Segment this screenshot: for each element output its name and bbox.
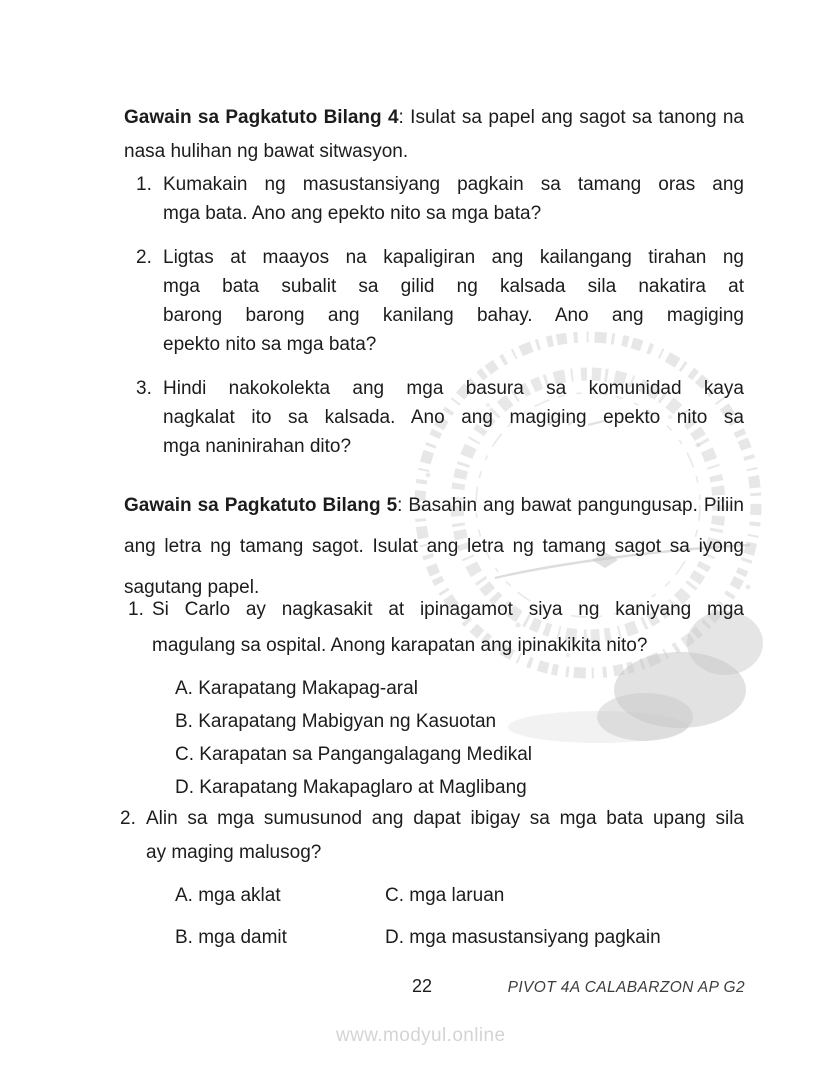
question-1-text xyxy=(124,592,744,664)
page-number: 22 xyxy=(412,976,433,996)
gawain-5-heading-line-1 xyxy=(124,485,744,526)
item-text-line: mga bata subalit sa gilid ng kalsada sila nakatira at xyxy=(163,276,744,297)
list-item xyxy=(124,374,744,461)
question-2 xyxy=(120,802,744,950)
gawain-4-heading-line-2: nasa hulihan ng bawat sitwasyon. xyxy=(124,141,409,162)
edition-label: PIVOT 4A CALABARZON AP G2 xyxy=(507,979,745,996)
list-item xyxy=(124,170,744,228)
item-text-line: barong barong ang kanilang bahay. Ano ang magiging xyxy=(163,305,744,326)
question-text-line: ay maging malusog? xyxy=(146,842,322,863)
item-number: 1. xyxy=(136,174,152,195)
gawain-4-heading-line-1 xyxy=(124,101,744,135)
list-item xyxy=(124,243,744,359)
question-number: 1. xyxy=(128,599,144,620)
choice-c: C. Karapatan sa Pangangalagang Medikal xyxy=(175,744,533,765)
gawain-5-title: Gawain sa Pagkatuto Bilang 5 xyxy=(124,495,398,516)
item-number: 3. xyxy=(136,378,152,399)
choice-b: B. Karapatang Mabigyan ng Kasuotan xyxy=(175,711,497,732)
item-text-line: mga bata. Ano ang epekto nito sa mga bata? xyxy=(163,203,542,224)
item-text-line: mga naninirahan dito? xyxy=(163,436,352,457)
gawain-4-instruction: : Isulat sa papel ang sagot sa tanong na xyxy=(398,107,744,128)
choice-d: D. Karapatang Makapaglaro at Maglibang xyxy=(175,777,527,798)
gawain-4-heading xyxy=(124,101,744,169)
gawain-5-heading-line-3: sagutang papel. xyxy=(124,577,260,598)
choice-c: C. mga laruan xyxy=(385,885,505,906)
item-text-line: epekto nito sa mga bata? xyxy=(163,334,377,355)
question-text-line: Alin sa mga sumusunod ang dapat ibigay sa mga bata upang sila xyxy=(146,808,744,829)
question-number: 2. xyxy=(120,808,136,829)
gawain-5-heading-line-2: ang letra ng tamang sagot. Isulat ang letra ng tamang sagot sa iyong xyxy=(124,536,744,557)
question-text-line: Si Carlo ay nagkasakit at ipinagamot siya ng kaniyang mga xyxy=(152,599,744,620)
item-text-line: nagkalat ito sa kalsada. Ano ang magiging epekto nito sa xyxy=(163,407,744,428)
item-text-line: Kumakain ng masustansiyang pagkain sa tamang oras ang xyxy=(163,174,744,195)
choice-d: D. mga masustansiyang pagkain xyxy=(385,927,661,948)
site-watermark: www.modyul.online xyxy=(336,1025,506,1046)
question-2-choices xyxy=(124,884,744,950)
choice-b: B. mga damit xyxy=(175,927,287,948)
item-number: 2. xyxy=(136,247,152,268)
item-text-line: Ligtas at maayos na kapaligiran ang kailangang tirahan ng xyxy=(163,247,744,268)
gawain-5-heading xyxy=(124,485,744,608)
choice-a: A. mga aklat xyxy=(175,885,281,906)
question-1 xyxy=(124,592,744,804)
gawain-4-title: Gawain sa Pagkatuto Bilang 4 xyxy=(124,107,399,128)
gawain-5-instruction: : Basahin ang bawat pangungusap. Piliin xyxy=(397,495,744,516)
choice-a: A. Karapatang Makapag-aral xyxy=(175,678,418,699)
question-1-choices xyxy=(124,672,744,804)
question-text-line: magulang sa ospital. Anong karapatan ang ipinakikita nito? xyxy=(152,635,648,656)
item-text-line: Hindi nakokolekta ang mga basura sa komunidad kaya xyxy=(163,378,744,399)
gawain-4-item-list xyxy=(124,170,744,476)
question-2-text xyxy=(120,802,744,870)
